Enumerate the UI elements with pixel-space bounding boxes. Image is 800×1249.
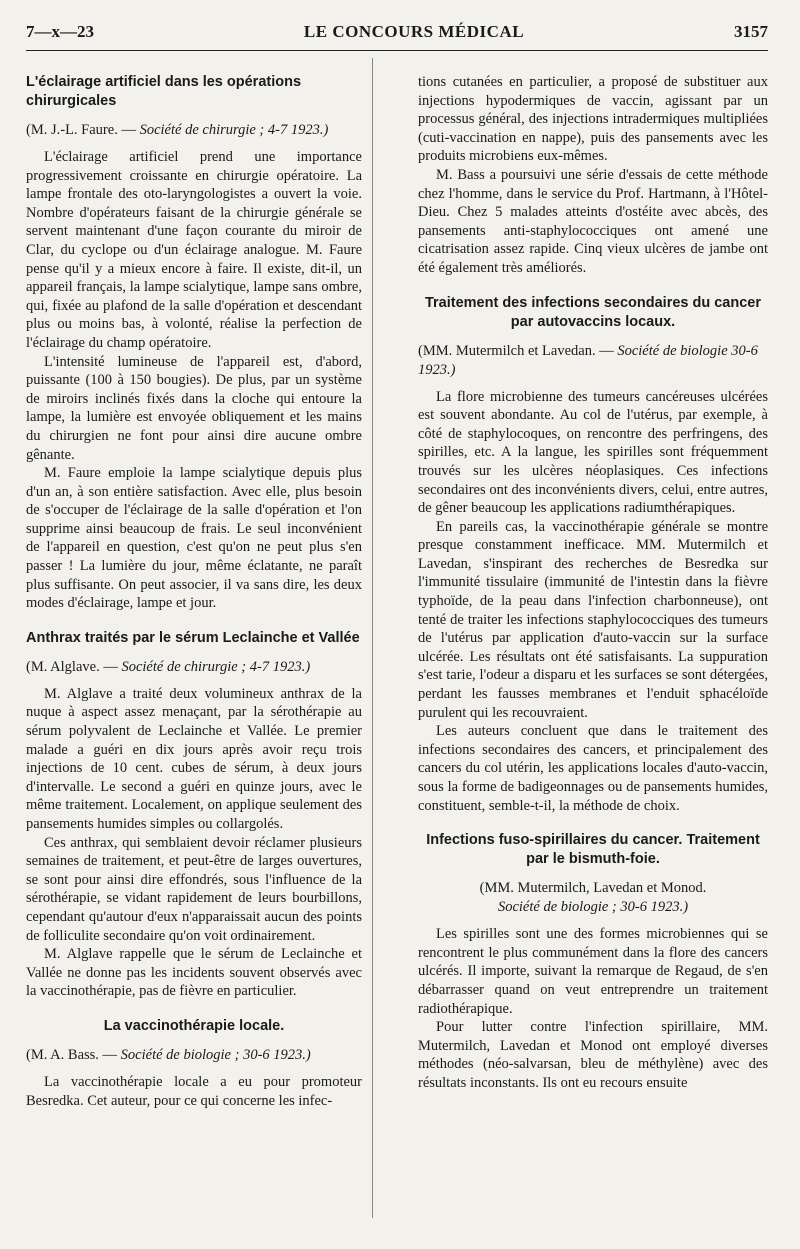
article-meta (26, 121, 362, 140)
article-meta (26, 1046, 362, 1065)
article-source: Société de biologie 30-6 1923.) (418, 342, 758, 378)
article-title: Anthrax traités par le sérum Leclainche et Vallée (26, 629, 360, 646)
issue-date: 7—x—23 (26, 22, 94, 41)
paragraph: Ces anthrax, qui semblaient devoir réclamer plusieurs semaines de traitement, et peut-être de larges ouvertures, se sont pour ainsi dire effondrés, sous l'influence de la sérothérapie, se vidant rapidement de leurs bourbillons, cependant qu'autour d'eux n'apparaissait aucun des points de folliculite secondaire qu'on voit ordinairement. (26, 834, 362, 944)
paragraph: En pareils cas, la vaccinothérapie générale se montre presque constamment inefficace. MM. Mutermilch et Lavedan, s'inspirant des recherches de Besredka sur l'immunité tissulaire (immunité de l'intestin dans la fièvre typhoïde, de la peau dans l'infection charbonneuse), ont tenté de traiter les infections staphylococciques des tumeurs de l'utérus par application d'auto-vaccin sur la surface ulcérée. Les résultats ont été satisfaisants. La suppuration s'est tarie, l'odeur a disparu et les surfaces se sont détergées, perdant les fausses membranes et l'enduit sphacéloïde purulent qui les recouvraient. (418, 518, 768, 721)
article-vaccinotherapie (26, 1017, 362, 1110)
article-source: Société de chirurgie ; 4-7 1923.) (121, 658, 311, 675)
page-header (26, 22, 768, 46)
paragraph: L'intensité lumineuse de l'appareil est, d'abord, puissante (100 à 150 bougies). De plus, par un système de miroirs inclinés fixés dans la cloche qui entoure la lampe, la lumière est envoyée obliquement et les mains du chirurgien ne font pour ainsi dire aucune ombre gênante. (26, 353, 362, 463)
paragraph: La flore microbienne des tumeurs cancéreuses ulcérées est souvent abondante. Au col de l'utérus, par exemple, à côté de staphylocoques, on rencontre des perfringens, des spirilles, etc. A la langue, les spirilles sont fréquemment trouvés sur les ulcères néoplasiques. Ces infections secondaires ont des inconvénients divers, celui, entre autres, de gêner beaucoup les applications radiumthérapiques. (418, 388, 768, 517)
right-column (418, 73, 768, 1126)
article-source: Société de chirurgie ; 4-7 1923.) (139, 122, 329, 138)
paragraph: La vaccinothérapie locale a eu pour promoteur Besredka. Cet auteur, pour ce qui concerne les infec- (26, 1073, 362, 1109)
article-title: L'éclairage artificiel dans les opérations chirurgicales (26, 74, 302, 109)
column-divider (372, 58, 373, 1218)
article-author: (M. Alglave. — (26, 658, 118, 675)
paragraph: Les auteurs concluent que dans le traitement des infections secondaires des cancers, et principalement des cancers du col utérin, les applications locales d'auto-vaccin, sous la forme de badigeonnages ou de pansements humides, constituent, semble-t-il, la méthode de choix. (418, 723, 768, 814)
article-meta (418, 879, 768, 917)
paragraph: M. Alglave a traité deux volumineux anthrax de la nuque à aspect assez menaçant, par la sérothérapie au sérum polyvalent de Leclainche et Vallée. Le premier malade a guéri en dix jours après avoir reçu trois injections de 10 cent. cubes de sérum, à deux jours d'intervalle. Le second a guéri en quinze jours, avec le même traitement. Localement, on applique seulement des pansements humides simples ou collargolés. (26, 685, 362, 832)
header-rule (26, 50, 768, 51)
paragraph: L'éclairage artificiel prend une importance progressivement croissante en chirurgie opératoire. La lampe frontale des oto-laryngologistes a ouvert la voie. Nombre d'opérateurs faisant de la chirurgie générale se servent maintenant d'une façon courante du miroir de Clar, du cyclope ou d'un éclairage analogue. M. Faure pense qu'il y a mieux encore à faire. Il existe, dit-il, un appareil français, la lampe scialytique, lampe sans ombre, qui, fixée au plafond de la salle d'opération et descendant plus ou moins bas, à volonté, réalise la perfection de l'éclairage du champ opératoire. (26, 149, 362, 351)
paragraph: Les spirilles sont une des formes microbiennes qui se rencontrent le plus communément dans la flore des cancers ulcérés. Il importe, suivant la remarque de Regaud, de s'en débarrasser quand on veut entreprendre un traitement radiothérapique. (418, 926, 768, 1017)
article-source: Société de biologie ; 30-6 1923.) (497, 899, 689, 916)
left-column (26, 73, 362, 1126)
article-fuso-spirillaires (418, 831, 768, 1092)
article-vaccinotherapie-continued (418, 73, 768, 278)
article-title: Infections fuso-spirillaires du cancer. Traitement par le bismuth-foie. (426, 832, 760, 868)
article-anthrax (26, 629, 362, 1001)
journal-title: LE CONCOURS MÉDICAL (303, 22, 525, 41)
article-author: (MM. Mutermilch et Lavedan. — (418, 342, 614, 359)
article-eclairage (26, 73, 362, 613)
page-number: 3157 (733, 22, 768, 41)
article-author: (M. A. Bass. — (26, 1046, 118, 1063)
paragraph: M. Bass a poursuivi une série d'essais de cette méthode chez l'homme, dans le service du Prof. Hartmann, à l'Hôtel-Dieu. Chez 5 malades atteints d'ostéite avec abcès, des pansements anti-staphylococciques ont amené une cicatrisation assez rapide. Cinq vieux ulcères de jambe ont été également très améliorés. (418, 166, 768, 276)
article-title: La vaccinothérapie locale. (103, 1017, 285, 1034)
paragraph: Pour lutter contre l'infection spirillaire, MM. Mutermilch, Lavedan et Monod ont employé diverses méthodes (néo-salvarsan, bleu de méthylène) avec des résultats inconstants. Ils ont eu recours ensuite (418, 1019, 768, 1091)
article-autovaccins (418, 294, 768, 816)
article-title: Traitement des infections secondaires du cancer par autovaccins locaux. (424, 294, 762, 330)
paragraph: M. Alglave rappelle que le sérum de Leclainche et Vallée ne donne pas les incidents souvent observés avec la vaccinothérapie, pas de fièvre en particulier. (26, 946, 362, 1000)
article-source: Société de biologie ; 30-6 1923.) (120, 1046, 311, 1063)
columns (26, 73, 768, 1126)
paragraph: M. Faure emploie la lampe scialytique depuis plus d'un an, à son entière satisfaction. Avec elle, plus besoin de s'occuper de l'éclairage de la salle d'opération et l'on supprime ainsi beaucoup de frais. Le seul inconvénient de l'appareil en question, c'est qu'on ne peut plus s'en passer ! La lumière du jour, même éclatante, ne paraît plus suffisante. On peut associer, il va sans dire, les deux modes d'éclairage, lampe et jour. (26, 465, 362, 612)
article-author: (M. J.-L. Faure. — (26, 122, 136, 138)
article-meta (26, 658, 362, 677)
article-meta (418, 342, 768, 380)
article-author: (MM. Mutermilch, Lavedan et Monod. (479, 880, 707, 897)
paragraph: tions cutanées en particulier, a proposé de substituer aux injections hypodermiques de vaccin, agissant par un processus général, des injections intradermiques multipliées (cuti-vaccination en nappe), puis des pansements avec les produits microbiens eux-mêmes. (418, 74, 768, 165)
